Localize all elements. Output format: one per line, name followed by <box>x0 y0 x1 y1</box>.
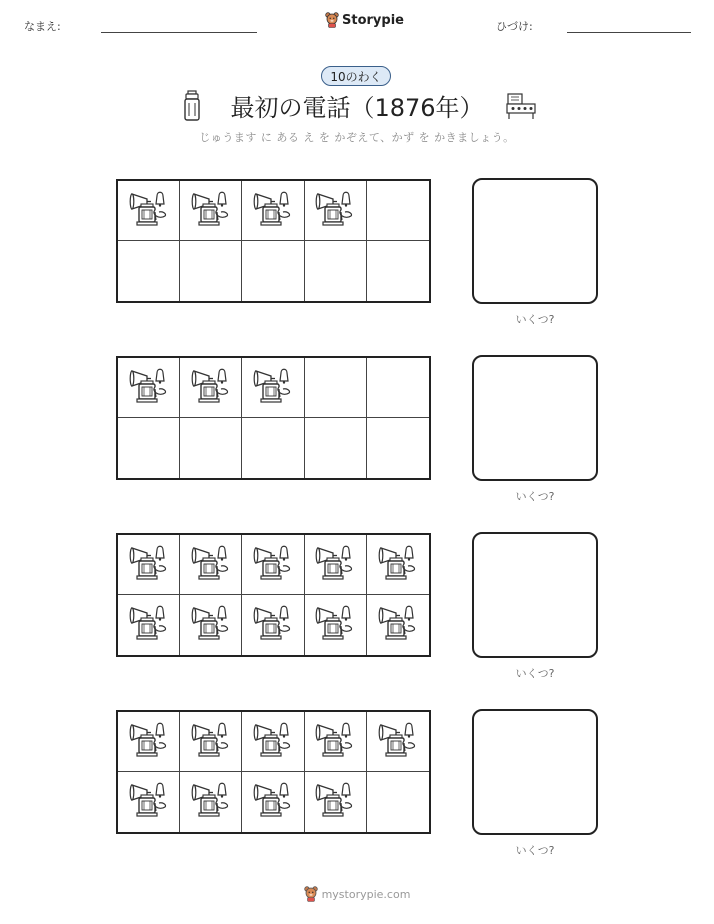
frame-cell <box>242 535 304 595</box>
frame-cell <box>305 181 367 241</box>
antique-telephone-icon <box>191 544 231 586</box>
frame-cell <box>118 418 180 478</box>
frame-cell <box>367 772 429 832</box>
antique-telephone-icon <box>378 604 418 646</box>
antique-telephone-icon <box>191 367 231 409</box>
frame-cell <box>180 241 242 301</box>
bear-mascot-icon <box>325 12 339 28</box>
frame-cell <box>180 181 242 241</box>
frame-cell <box>367 712 429 772</box>
antique-telephone-icon <box>129 781 169 823</box>
answer-box-1[interactable] <box>472 178 598 304</box>
brand-name: Storypie <box>342 12 404 28</box>
frame-cell <box>180 358 242 418</box>
name-line <box>101 32 257 33</box>
brand-logo <box>325 12 404 28</box>
frame-cell <box>242 772 304 832</box>
antique-telephone-icon <box>129 544 169 586</box>
antique-telephone-icon <box>253 367 293 409</box>
antique-telephone-icon <box>315 544 355 586</box>
frame-cell <box>367 181 429 241</box>
ten-frame-2 <box>116 356 431 480</box>
switchboard-icon <box>505 92 537 120</box>
frame-cell <box>305 772 367 832</box>
answer-box-2[interactable] <box>472 355 598 481</box>
answer-prompt-4: いくつ? <box>515 844 555 857</box>
ten-frame-3 <box>116 533 431 657</box>
answer-prompt-1: いくつ? <box>515 313 555 326</box>
frame-cell <box>367 241 429 301</box>
antique-telephone-icon <box>378 721 418 763</box>
name-label: なまえ: <box>24 20 61 33</box>
frame-cell <box>305 241 367 301</box>
frame-cell <box>118 772 180 832</box>
antique-telephone-icon <box>129 721 169 763</box>
frame-cell <box>118 241 180 301</box>
frame-cell <box>367 535 429 595</box>
frame-cell <box>118 181 180 241</box>
frame-cell <box>118 712 180 772</box>
answer-prompt-2: いくつ? <box>515 490 555 503</box>
frame-cell <box>367 595 429 655</box>
instruction-text: じゅうます に ある え を かぞえて、かず を かきましょう。 <box>199 131 515 144</box>
date-label: ひづけ: <box>496 20 533 33</box>
answer-prompt-3: いくつ? <box>515 667 555 680</box>
frame-cell <box>180 712 242 772</box>
antique-telephone-icon <box>378 544 418 586</box>
footer-url: mystorypie.com <box>321 887 411 901</box>
page-title: 最初の電話（1876年） <box>230 94 484 122</box>
ten-frame-4 <box>116 710 431 834</box>
antique-telephone-icon <box>253 544 293 586</box>
frame-cell <box>118 595 180 655</box>
frame-cell <box>305 712 367 772</box>
antique-telephone-icon <box>315 190 355 232</box>
antique-telephone-icon <box>253 190 293 232</box>
frame-cell <box>242 241 304 301</box>
footer <box>0 886 714 902</box>
frame-cell <box>180 772 242 832</box>
antique-telephone-icon <box>191 190 231 232</box>
antique-telephone-icon <box>315 781 355 823</box>
frame-cell <box>367 358 429 418</box>
frame-cell <box>180 418 242 478</box>
antique-telephone-icon <box>191 604 231 646</box>
frame-cell <box>180 595 242 655</box>
frame-cell <box>305 358 367 418</box>
frame-cell <box>242 358 304 418</box>
bear-mascot-icon <box>304 886 318 902</box>
antique-telephone-icon <box>315 721 355 763</box>
frame-cell <box>242 181 304 241</box>
frame-cell <box>118 535 180 595</box>
date-line <box>567 32 691 33</box>
frame-cell <box>305 535 367 595</box>
frame-cell <box>242 418 304 478</box>
antique-telephone-icon <box>253 721 293 763</box>
frame-cell <box>180 535 242 595</box>
answer-box-3[interactable] <box>472 532 598 658</box>
antique-telephone-icon <box>129 604 169 646</box>
antique-telephone-icon <box>191 721 231 763</box>
antique-telephone-icon <box>253 781 293 823</box>
frame-cell <box>305 595 367 655</box>
frame-cell <box>242 712 304 772</box>
antique-telephone-icon <box>253 604 293 646</box>
frame-cell <box>305 418 367 478</box>
antique-telephone-icon <box>129 367 169 409</box>
antique-telephone-icon <box>129 190 169 232</box>
antique-telephone-icon <box>191 781 231 823</box>
frame-cell <box>118 358 180 418</box>
answer-box-4[interactable] <box>472 709 598 835</box>
frame-cell <box>367 418 429 478</box>
frame-cell <box>242 595 304 655</box>
ten-frame-badge: 10のわく <box>321 66 391 86</box>
ten-frame-1 <box>116 179 431 303</box>
antique-telephone-icon <box>315 604 355 646</box>
